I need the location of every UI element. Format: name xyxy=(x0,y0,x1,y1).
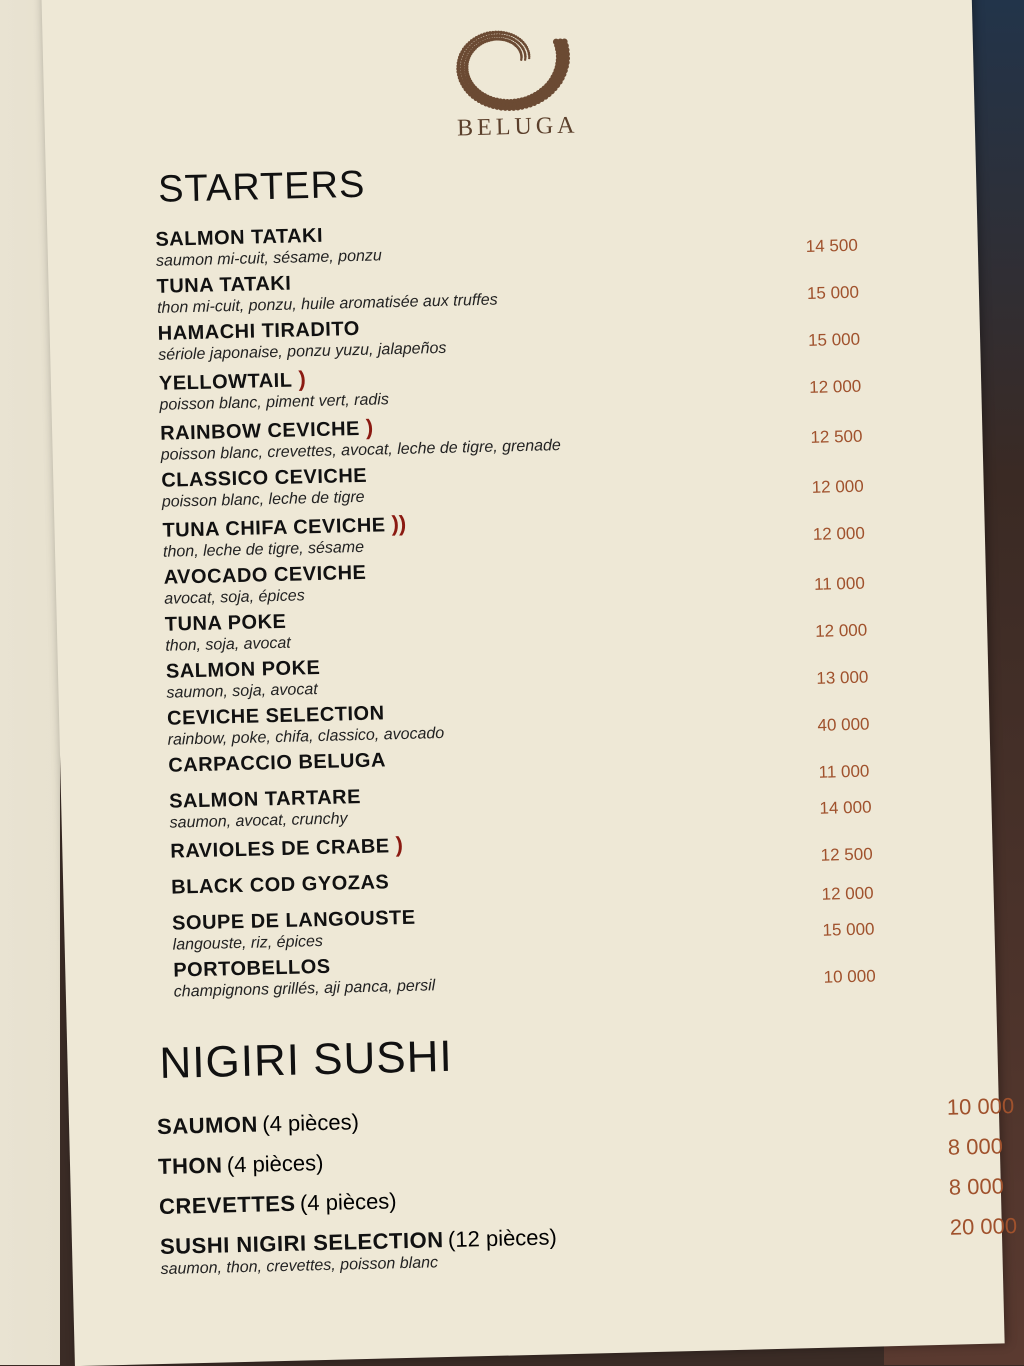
item-description: thon, soja, avocat xyxy=(165,634,291,655)
item-name: RAINBOW CEVICHE xyxy=(159,417,361,445)
item-name: HAMACHI TIRADITO xyxy=(157,317,361,345)
item-price: 14 000 xyxy=(819,797,872,818)
item-price: 12 500 xyxy=(810,426,863,447)
chili-pepper-icon: )) xyxy=(391,510,407,537)
item-name: YELLOWTAIL xyxy=(158,369,293,395)
item-price: 12 000 xyxy=(814,620,868,641)
menu-item xyxy=(158,1173,1005,1220)
item-description: langouste, riz, épices xyxy=(172,932,324,954)
item-name: SAUMON xyxy=(156,1111,259,1140)
item-name: BLACK COD GYOZAS xyxy=(171,871,390,899)
item-name: CARPACCIO BELUGA xyxy=(168,749,387,777)
item-name: SALMON TATAKI xyxy=(155,224,324,251)
item-pieces: (4 pièces) xyxy=(262,1109,360,1137)
item-price: 8 000 xyxy=(947,1133,1004,1160)
item-price: 14 500 xyxy=(805,235,859,256)
item-price: 13 000 xyxy=(816,667,869,688)
item-name: RAVIOLES DE CRABE xyxy=(170,835,390,863)
chili-pepper-icon: ) xyxy=(395,831,404,858)
menu-item xyxy=(157,1133,1004,1180)
item-name: CREVETTES xyxy=(158,1190,296,1220)
item-description: rainbow, poke, chifa, classico, avocado xyxy=(167,724,445,749)
item-description: saumon, soja, avocat xyxy=(166,681,318,702)
item-description: saumon, avocat, crunchy xyxy=(169,810,348,832)
brand-name: BELUGA xyxy=(456,112,579,142)
item-name: SUSHI NIGIRI SELECTION xyxy=(159,1227,444,1260)
menu-item xyxy=(156,1093,1015,1140)
item-price: 8 000 xyxy=(948,1173,1005,1200)
item-name: SALMON TARTARE xyxy=(168,786,362,813)
section-title-nigiri: NIGIRI SUSHI xyxy=(158,1031,454,1088)
menu-item xyxy=(159,1213,1018,1279)
item-name: AVOCADO CEVICHE xyxy=(163,561,367,589)
item-pieces: (4 pièces) xyxy=(299,1188,397,1216)
item-description: saumon, thon, crevettes, poisson blanc xyxy=(160,1254,439,1279)
item-price: 12 500 xyxy=(820,844,873,865)
menu-page xyxy=(41,0,1018,1366)
item-price: 11 000 xyxy=(813,573,866,594)
item-name: SALMON POKE xyxy=(165,656,321,683)
item-description: thon mi-cuit, ponzu, huile aromatisée aux truffes xyxy=(156,291,498,317)
item-price: 15 000 xyxy=(806,282,860,303)
menu-item xyxy=(171,859,891,904)
item-pieces: (12 pièces) xyxy=(447,1224,558,1252)
item-price: 12 000 xyxy=(812,523,866,544)
item-price: 10 000 xyxy=(823,966,876,987)
starters-list xyxy=(155,211,894,1006)
item-name: CLASSICO CEVICHE xyxy=(161,464,368,492)
item-description: poisson blanc, piment vert, radis xyxy=(159,391,390,414)
item-description: champignons grillés, aji panca, persil xyxy=(173,977,436,1001)
item-description: poisson blanc, crevettes, avocat, leche de tigre, grenade xyxy=(160,437,562,464)
beluga-logo xyxy=(402,0,606,155)
chili-pepper-icon: ) xyxy=(365,414,374,440)
item-name: TUNA CHIFA CEVICHE xyxy=(162,514,386,542)
item-price: 11 000 xyxy=(818,761,870,782)
item-price: 12 000 xyxy=(809,376,862,397)
chili-pepper-icon: ) xyxy=(298,366,307,392)
item-name: THON xyxy=(157,1152,223,1180)
item-price: 15 000 xyxy=(822,919,875,940)
item-description: saumon mi-cuit, sésame, ponzu xyxy=(155,247,382,270)
item-name: PORTOBELLOS xyxy=(173,955,331,982)
item-name: TUNA TATAKI xyxy=(156,272,292,298)
item-price: 40 000 xyxy=(817,714,870,735)
item-pieces: (4 pièces) xyxy=(226,1150,324,1178)
item-description: sériole japonaise, ponzu yuzu, jalapeños xyxy=(158,339,447,364)
nigiri-list xyxy=(156,1093,1018,1285)
item-description: poisson blanc, leche de tigre xyxy=(161,488,365,511)
item-name: CEVICHE SELECTION xyxy=(166,702,385,730)
item-price: 12 000 xyxy=(821,883,874,904)
item-name: TUNA POKE xyxy=(164,610,287,636)
item-price: 10 000 xyxy=(946,1093,1015,1120)
item-price: 20 000 xyxy=(949,1213,1018,1240)
item-description: avocat, soja, épices xyxy=(164,587,305,608)
item-price: 12 000 xyxy=(811,476,864,497)
spiral-dots-icon xyxy=(402,0,605,125)
item-description: thon, leche de tigre, sésame xyxy=(162,538,365,561)
section-title-starters: STARTERS xyxy=(157,163,366,211)
item-name: SOUPE DE LANGOUSTE xyxy=(171,906,416,935)
item-price: 15 000 xyxy=(807,329,861,350)
